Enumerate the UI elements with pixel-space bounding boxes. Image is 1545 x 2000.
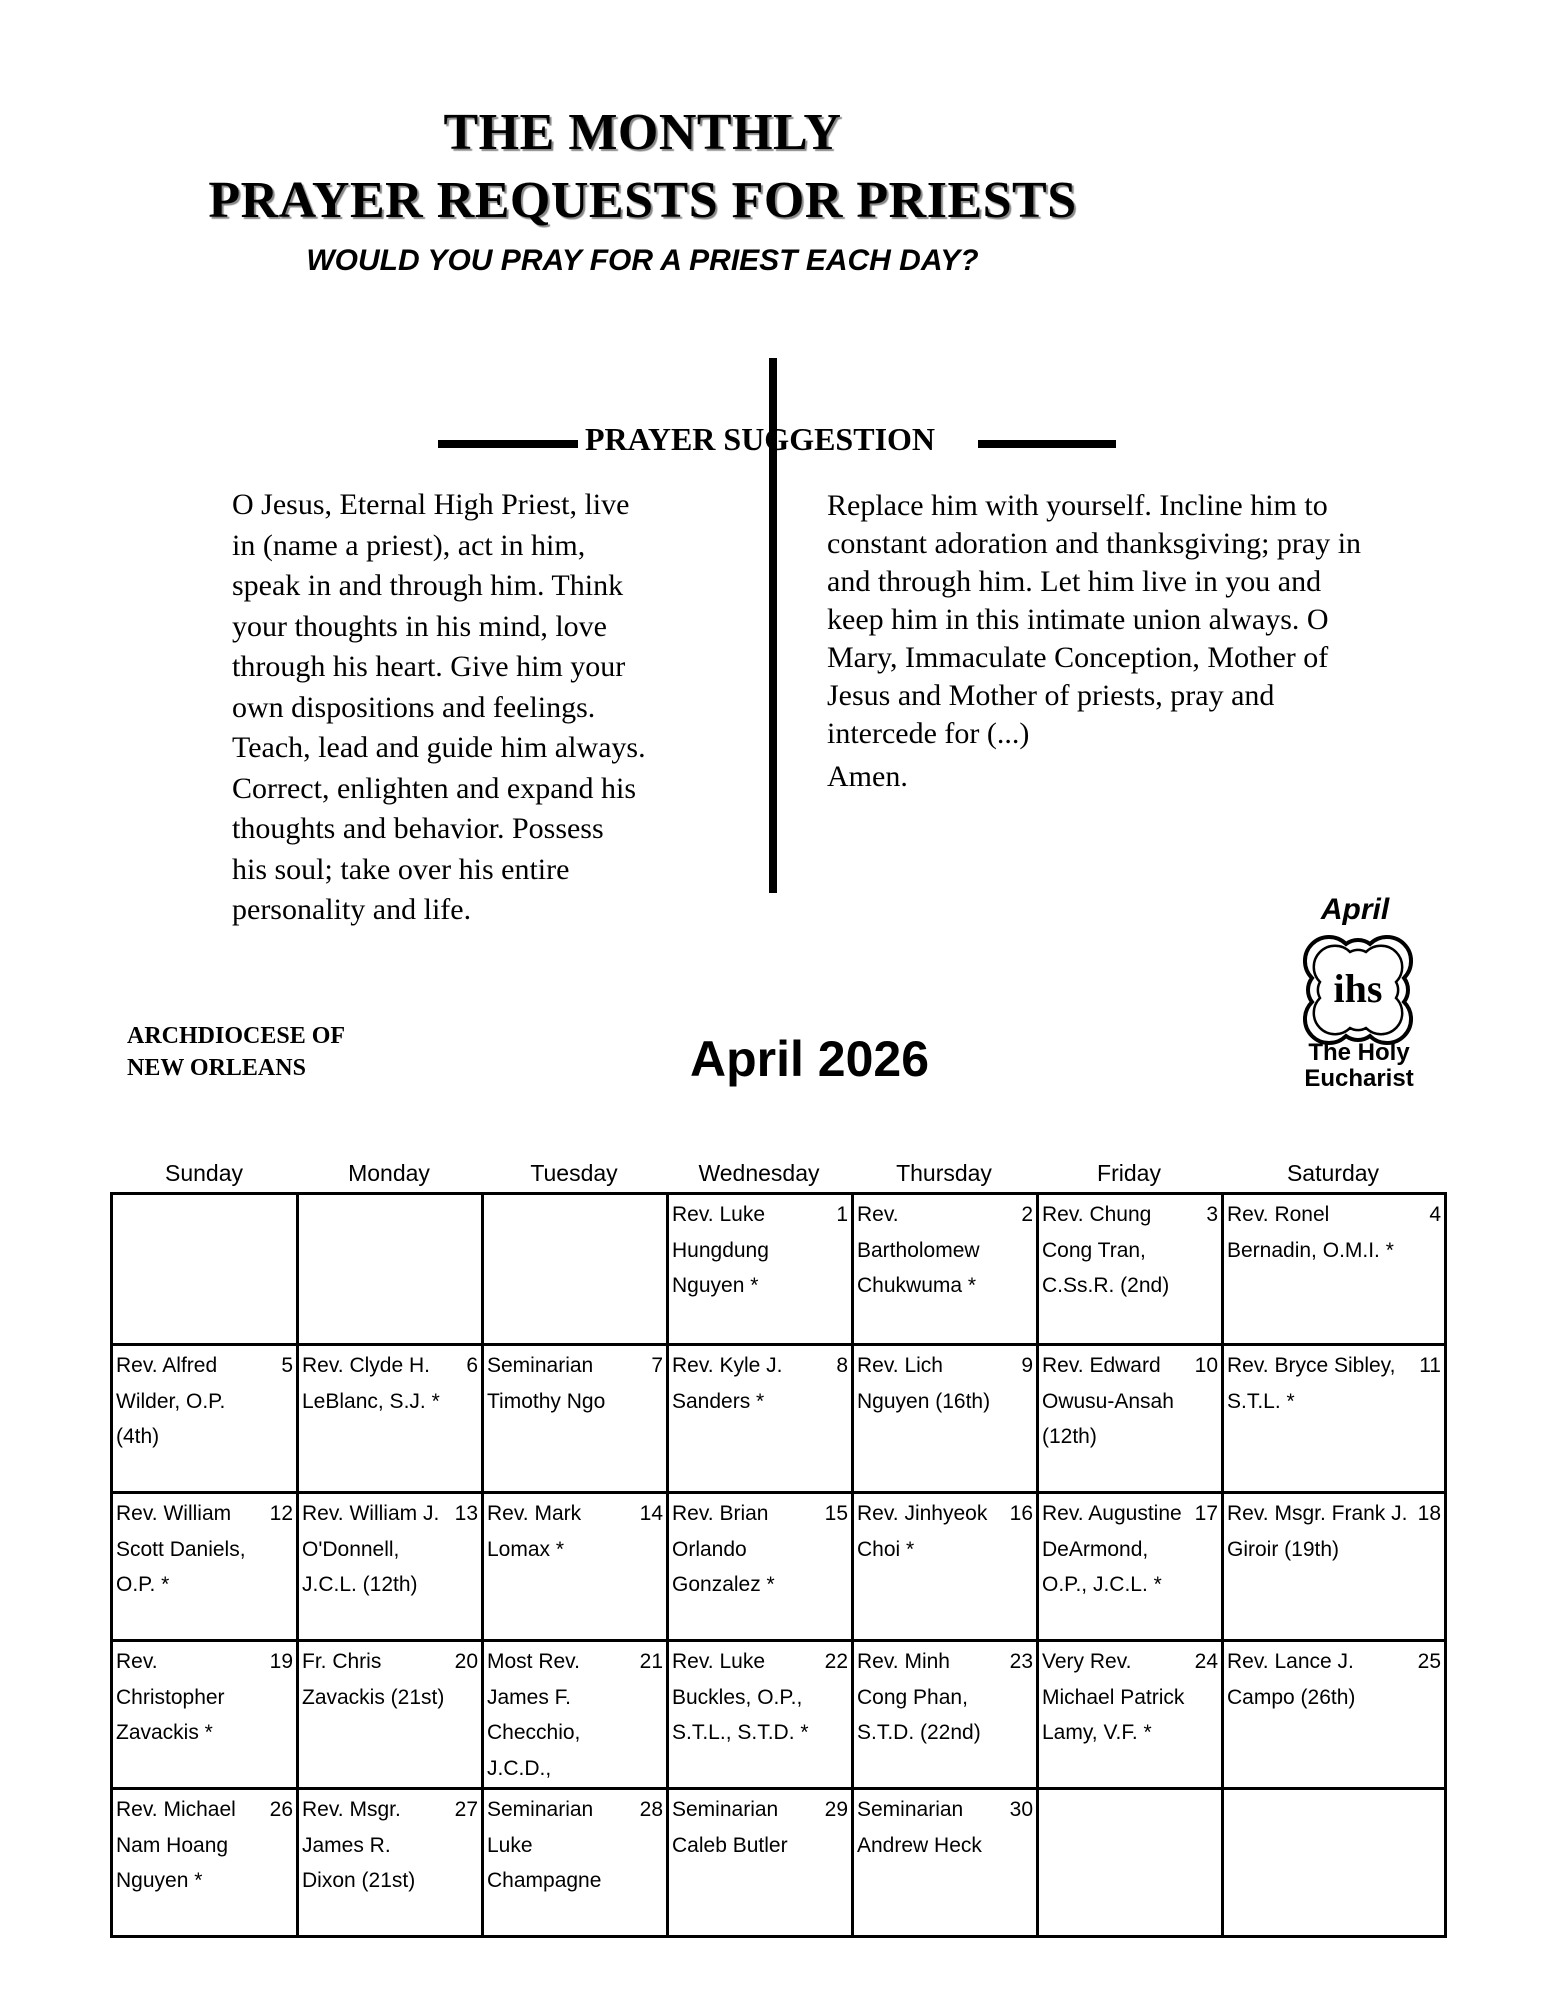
calendar-day-cell xyxy=(1038,1493,1223,1641)
calendar-week xyxy=(112,1194,1446,1345)
calendar-day-number: 5 xyxy=(281,1354,293,1377)
calendar-day-number: 18 xyxy=(1417,1502,1441,1525)
calendar-priest-name: Rev. Mark Lomax * xyxy=(487,1502,582,1561)
calendar-day-cell xyxy=(853,1789,1038,1937)
calendar-priest-name: Fr. Chris Zavackis (21st) xyxy=(302,1650,445,1709)
calendar-day-number: 16 xyxy=(1009,1502,1033,1525)
page-title-line1: THE MONTHLY xyxy=(443,104,842,161)
calendar-day-cell xyxy=(112,1641,298,1789)
prayer-amen: Amen. xyxy=(827,760,908,793)
calendar-priest-name xyxy=(1224,1790,1444,1792)
prayer-text-left: O Jesus, Eternal High Priest, live in (name a priest), act in him, speak in and through him. Think your thoughts in his mind, love through his heart. Give him your own dispositions and feelings. Teach, lead and guide him always. Correct, enlighten and expand his thoughts and behavior. Possess his soul; take over his entire personality and life. xyxy=(232,488,646,926)
calendar-day-number: 8 xyxy=(836,1354,848,1377)
calendar-day-number: 11 xyxy=(1419,1354,1441,1377)
calendar-priest-name: Rev. Christopher Zavackis * xyxy=(116,1650,225,1744)
calendar-priest-name: Rev. Edward Owusu-Ansah (12th) xyxy=(1042,1354,1174,1448)
calendar-priest-name: Rev. Ronel Bernadin, O.M.I. * xyxy=(1227,1203,1394,1262)
calendar-priest-name: Rev. Bryce Sibley, S.T.L. * xyxy=(1227,1354,1396,1413)
calendar-day-cell xyxy=(1223,1641,1446,1789)
day-name-2: Tuesday xyxy=(530,1160,618,1186)
calendar-day-number: 7 xyxy=(651,1354,663,1377)
calendar-week xyxy=(112,1493,1446,1641)
calendar-priest-name: Rev. Chung Cong Tran, C.Ss.R. (2nd) xyxy=(1042,1203,1170,1297)
page-title-line2: PRAYER REQUESTS FOR PRIESTS xyxy=(208,172,1077,229)
calendar-priest-name: Rev. Jinhyeok Choi * xyxy=(857,1502,988,1561)
calendar-day-cell xyxy=(1038,1345,1223,1493)
calendar-priest-name: Rev. Lich Nguyen (16th) xyxy=(857,1354,991,1413)
holy-eucharist-emblem xyxy=(1295,893,1435,1103)
calendar-priest-name xyxy=(299,1195,481,1197)
calendar-day-cell xyxy=(112,1194,298,1345)
calendar-day-cell xyxy=(112,1789,298,1937)
calendar-day-cell xyxy=(112,1493,298,1641)
calendar-priest-name: Seminarian Luke Champagne xyxy=(487,1798,602,1892)
day-name-1: Monday xyxy=(348,1160,430,1186)
heading-bar-right xyxy=(978,440,1116,448)
calendar-priest-name: Rev. Bartholomew Chukwuma * xyxy=(857,1203,980,1297)
calendar-day-cell xyxy=(298,1493,483,1641)
calendar-priest-name xyxy=(1039,1790,1221,1792)
calendar-day-cell xyxy=(668,1345,853,1493)
calendar-priest-name: Rev. Minh Cong Phan, S.T.D. (22nd) xyxy=(857,1650,981,1744)
calendar-day-cell xyxy=(298,1789,483,1937)
prayer-text-right: Replace him with yourself. Incline him to constant adoration and thanksgiving; pray in and through him. Let him live in you and keep him in this intimate union always. O Mary, Immaculate Conception, Mother of Jesus and Mother of priests, pray and intercede for (...) xyxy=(827,489,1362,750)
emblem-monogram: ihs xyxy=(1333,966,1383,1011)
month-title: April 2026 xyxy=(690,1031,930,1087)
calendar-priest-name: Seminarian Timothy Ngo xyxy=(487,1354,606,1413)
calendar-day-cell xyxy=(668,1641,853,1789)
prayer-suggestion-heading: PRAYER SUGGESTION xyxy=(585,421,936,457)
calendar-day-cell xyxy=(668,1789,853,1937)
calendar-priest-name: Rev. Luke Buckles, O.P., S.T.L., S.T.D. * xyxy=(672,1650,809,1744)
calendar-day-cell xyxy=(483,1194,668,1345)
calendar-day-cell xyxy=(853,1194,1038,1345)
calendar-day-number: 22 xyxy=(824,1650,848,1673)
calendar-day-number: 12 xyxy=(269,1502,293,1525)
heading-bar-left xyxy=(438,440,578,448)
calendar-week xyxy=(112,1345,1446,1493)
calendar-day-number: 10 xyxy=(1194,1354,1218,1377)
calendar-priest-name xyxy=(113,1195,296,1197)
calendar-priest-name: Most Rev. James F. Checchio, J.C.D., xyxy=(487,1650,581,1780)
calendar-day-number: 27 xyxy=(454,1798,478,1821)
calendar-priest-name: Rev. Msgr. Frank J. Giroir (19th) xyxy=(1227,1502,1408,1561)
page-subtitle: WOULD YOU PRAY FOR A PRIEST EACH DAY? xyxy=(306,244,979,277)
calendar-day-number: 17 xyxy=(1194,1502,1218,1525)
ihs-monogram-icon xyxy=(1305,937,1411,1043)
day-name-6: Saturday xyxy=(1286,1160,1380,1186)
calendar-week xyxy=(112,1641,1446,1789)
day-name-4: Thursday xyxy=(896,1160,992,1186)
emblem-month: April xyxy=(1320,893,1390,926)
calendar-day-cell xyxy=(853,1345,1038,1493)
archdiocese-name: ARCHDIOCESE OF NEW ORLEANS xyxy=(127,1023,346,1081)
calendar-day-cell xyxy=(1223,1493,1446,1641)
calendar-day-number: 28 xyxy=(639,1798,663,1821)
calendar-day-number: 21 xyxy=(639,1650,663,1673)
calendar-priest-name: Rev. Msgr. James R. Dixon (21st) xyxy=(302,1798,416,1892)
calendar-day-number: 1 xyxy=(836,1203,848,1226)
emblem-caption-line2: Eucharist xyxy=(1304,1065,1414,1092)
calendar-day-cell xyxy=(298,1194,483,1345)
calendar-day-number: 25 xyxy=(1417,1650,1441,1673)
calendar-day-number: 20 xyxy=(454,1650,478,1673)
day-name-3: Wednesday xyxy=(698,1160,820,1186)
calendar-grid xyxy=(110,1192,1447,1938)
calendar-day-cell xyxy=(298,1641,483,1789)
calendar-day-cell xyxy=(298,1345,483,1493)
calendar-day-number: 2 xyxy=(1021,1203,1033,1226)
calendar-day-cell xyxy=(1223,1345,1446,1493)
calendar-priest-name: Rev. Alfred Wilder, O.P. (4th) xyxy=(116,1354,226,1448)
calendar-day-cell xyxy=(1038,1789,1223,1937)
calendar-day-number: 14 xyxy=(639,1502,663,1525)
day-name-5: Friday xyxy=(1097,1160,1161,1186)
calendar-day-number: 3 xyxy=(1206,1203,1218,1226)
calendar-priest-name: Seminarian Caleb Butler xyxy=(672,1798,788,1857)
calendar-day-number: 4 xyxy=(1429,1203,1441,1226)
calendar-day-cell xyxy=(112,1345,298,1493)
calendar-priest-name: Very Rev. Michael Patrick Lamy, V.F. * xyxy=(1042,1650,1185,1744)
calendar-day-cell xyxy=(1038,1194,1223,1345)
calendar-priest-name xyxy=(484,1195,666,1197)
calendar-day-cell xyxy=(1223,1194,1446,1345)
calendar-week xyxy=(112,1789,1446,1937)
calendar-day-number: 26 xyxy=(269,1798,293,1821)
calendar-priest-name: Rev. William J. O'Donnell, J.C.L. (12th) xyxy=(302,1502,440,1596)
calendar-priest-name: Rev. Luke Hungdung Nguyen * xyxy=(672,1203,769,1297)
calendar-day-number: 15 xyxy=(824,1502,848,1525)
calendar-priest-name: Rev. Michael Nam Hoang Nguyen * xyxy=(116,1798,236,1892)
calendar-priest-name: Rev. William Scott Daniels, O.P. * xyxy=(116,1502,246,1596)
calendar-day-number: 30 xyxy=(1009,1798,1033,1821)
calendar-day-cell xyxy=(853,1641,1038,1789)
calendar-day-number: 6 xyxy=(466,1354,478,1377)
calendar-priest-name: Rev. Brian Orlando Gonzalez * xyxy=(672,1502,775,1596)
calendar-day-cell xyxy=(1038,1641,1223,1789)
calendar-day-number: 9 xyxy=(1021,1354,1033,1377)
calendar-day-cell xyxy=(483,1789,668,1937)
calendar-priest-name: Rev. Clyde H. LeBlanc, S.J. * xyxy=(302,1354,440,1413)
calendar-day-cell xyxy=(1223,1789,1446,1937)
day-name-0: Sunday xyxy=(164,1160,243,1186)
calendar-day-cell xyxy=(483,1345,668,1493)
calendar-priest-name: Rev. Lance J. Campo (26th) xyxy=(1227,1650,1356,1709)
calendar-priest-name: Rev. Kyle J. Sanders * xyxy=(672,1354,783,1413)
calendar-day-number: 13 xyxy=(454,1502,478,1525)
calendar-day-cell xyxy=(483,1493,668,1641)
calendar-priest-name: Seminarian Andrew Heck xyxy=(857,1798,982,1857)
calendar-day-cell xyxy=(853,1493,1038,1641)
calendar-day-cell xyxy=(668,1493,853,1641)
calendar-day-number: 29 xyxy=(824,1798,848,1821)
calendar-day-number: 24 xyxy=(1194,1650,1218,1673)
calendar-priest-name: Rev. Augustine DeArmond, O.P., J.C.L. * xyxy=(1042,1502,1182,1596)
calendar-day-cell xyxy=(483,1641,668,1789)
emblem-caption-line1: The Holy xyxy=(1308,1039,1410,1066)
calendar-day-cell xyxy=(668,1194,853,1345)
calendar-day-number: 19 xyxy=(269,1650,293,1673)
calendar-day-number: 23 xyxy=(1009,1650,1033,1673)
